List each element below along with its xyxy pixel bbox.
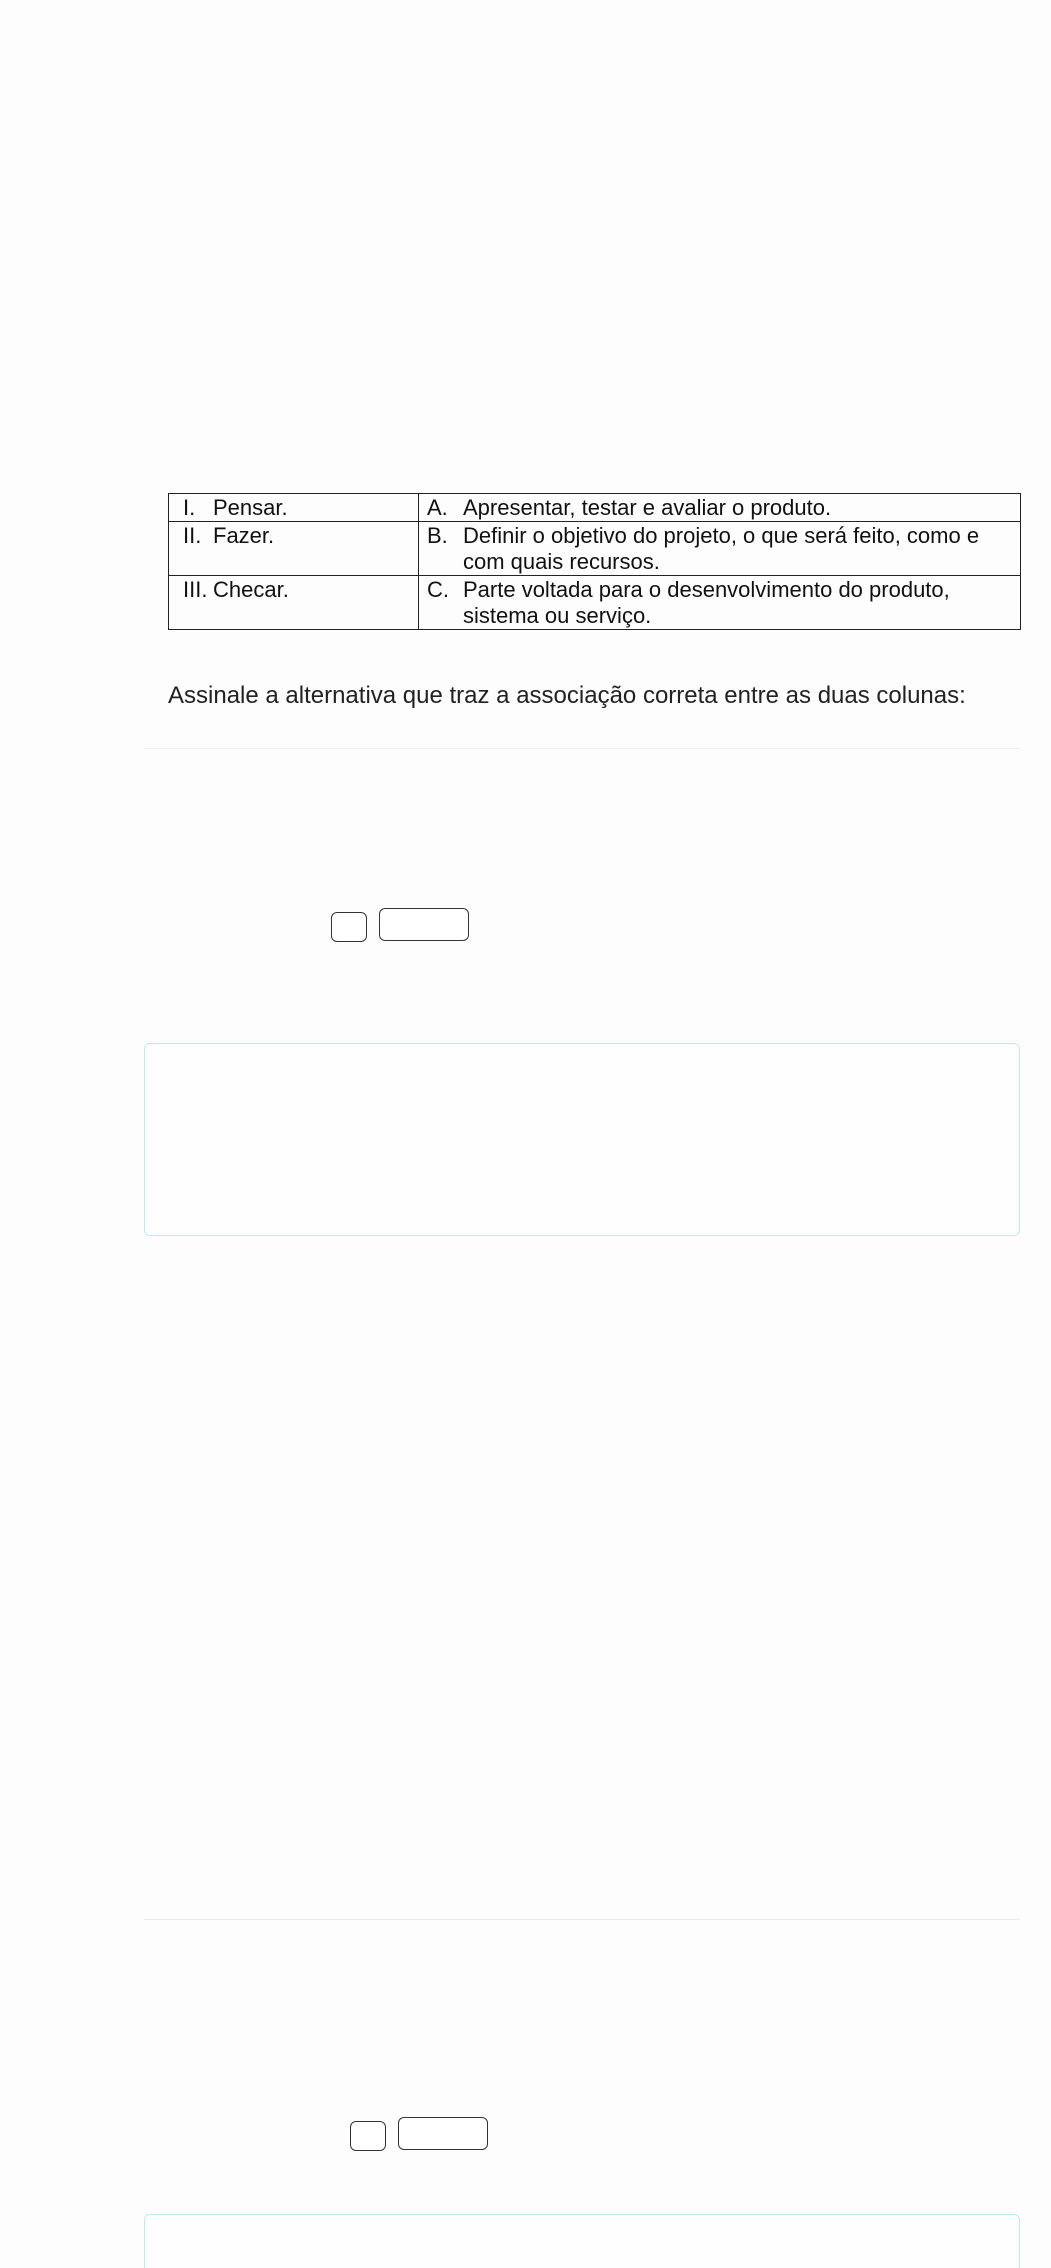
row-term: Checar. [213, 577, 289, 602]
row-term: Fazer. [213, 523, 275, 548]
row-term: Pensar. [213, 495, 288, 520]
table-row [169, 494, 1021, 522]
table-row [169, 522, 1021, 576]
option-marker: A. [427, 495, 448, 520]
action-button[interactable] [398, 2117, 488, 2150]
checkbox-button[interactable] [350, 2121, 386, 2151]
table-cell-left [169, 494, 419, 522]
table-cell-right [419, 576, 1021, 630]
option-marker: B. [427, 523, 448, 548]
option-marker: C. [427, 577, 449, 602]
association-table [168, 493, 1021, 630]
option-text: Definir o objetivo do projeto, o que será feito, como e com quais recursos. [463, 523, 980, 574]
checkbox-button[interactable] [331, 912, 367, 942]
feedback-box [144, 1043, 1020, 1236]
section-divider [144, 1919, 1020, 1920]
row-marker: II. [183, 523, 202, 548]
table-cell-left [169, 576, 419, 630]
row-marker: I. [183, 495, 196, 520]
row-marker: III. [183, 577, 208, 602]
option-text: Apresentar, testar e avaliar o produto. [463, 495, 832, 520]
table-row [169, 576, 1021, 630]
table-cell-left [169, 522, 419, 576]
section-divider [144, 748, 1020, 749]
question-prompt: Assinale a alternativa que traz a associação correta entre as duas colunas: [168, 682, 966, 709]
table-cell-right [419, 494, 1021, 522]
feedback-box [144, 2214, 1020, 2268]
option-text: Parte voltada para o desenvolvimento do produto, sistema ou serviço. [463, 577, 950, 628]
table-cell-right [419, 522, 1021, 576]
action-button[interactable] [379, 908, 469, 941]
